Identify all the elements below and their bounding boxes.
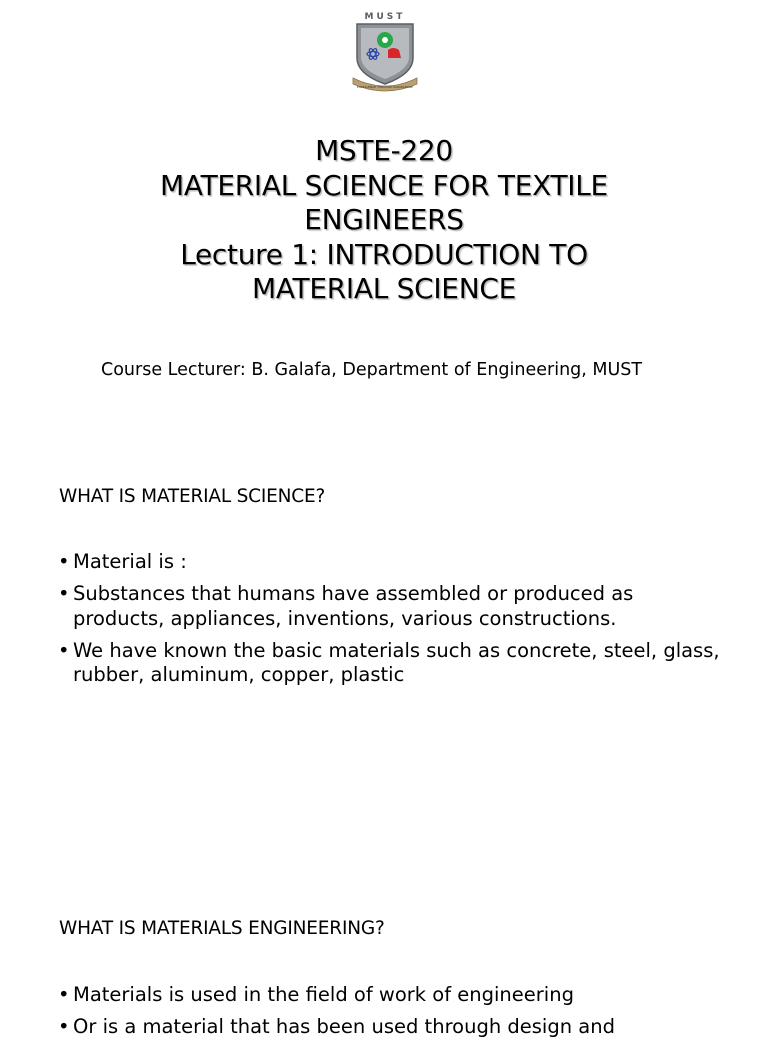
bullet-icon: •	[58, 582, 70, 605]
bullet-text: Or is a material that has been used through design and	[73, 1015, 615, 1038]
list-item	[58, 1015, 738, 1040]
section-heading-material-science: WHAT IS MATERIAL SCIENCE?	[59, 486, 326, 507]
bullet-icon: •	[58, 550, 70, 573]
logo-text: MUST	[364, 12, 406, 22]
list-item	[58, 983, 738, 1008]
bullet-icon: •	[58, 983, 70, 1006]
list-item	[58, 582, 738, 631]
bullet-text: Substances that humans have assembled or produced as products, appliances, inventions, various constructions.	[73, 582, 634, 630]
material-science-bullets	[58, 550, 738, 695]
slide-title	[0, 134, 768, 307]
bullet-text: Materials is used in the field of work of engineering	[73, 983, 574, 1006]
logo-motto: EXCELLENCE THROUGH KNOWLEDGE	[356, 85, 414, 89]
title-line: ENGINEERS	[304, 203, 464, 236]
title-line: MSTE-220	[315, 134, 453, 167]
course-lecturer: Course Lecturer: B. Galafa, Department of Engineering, MUST	[101, 360, 643, 380]
title-line: MATERIAL SCIENCE FOR TEXTILE	[160, 168, 608, 202]
must-logo	[349, 8, 421, 92]
title-line: Lecture 1: INTRODUCTION TO	[180, 237, 588, 271]
section-heading-materials-engineering: WHAT IS MATERIALS ENGINEERING?	[59, 918, 385, 939]
list-item	[58, 639, 738, 688]
bullet-icon: •	[58, 638, 70, 662]
list-item	[58, 550, 738, 575]
materials-engineering-bullets	[58, 983, 738, 1047]
bullet-text: We have known the basic materials such as concrete, steel, glass, rubber, aluminum, copper, plastic	[73, 638, 720, 686]
bullet-text: Material is :	[73, 550, 187, 573]
title-line: MATERIAL SCIENCE	[252, 272, 516, 305]
bullet-icon: •	[58, 1015, 70, 1038]
